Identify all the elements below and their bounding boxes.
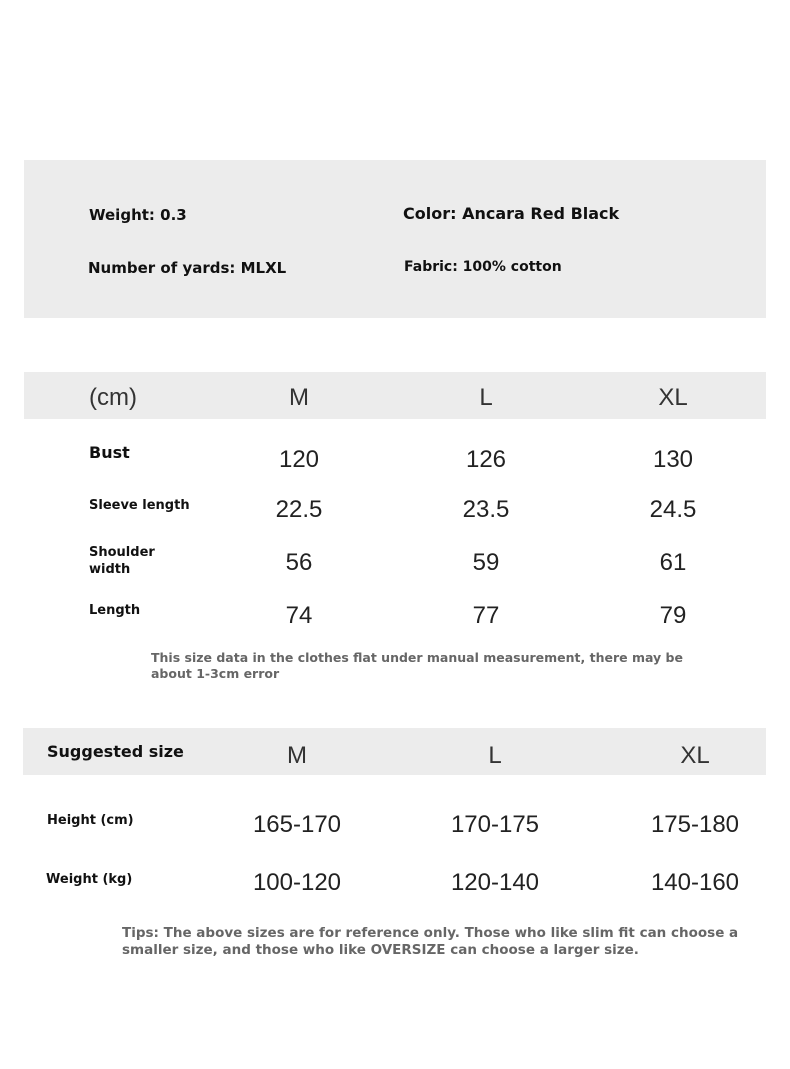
row-label-shoulder-2: width: [89, 562, 131, 577]
table-cell: 165-170: [252, 811, 342, 838]
table-cell: 56: [285, 549, 313, 576]
suggested-size-header: Suggested size: [47, 742, 184, 761]
table-cell: 77: [472, 602, 500, 629]
table-cell: 79: [659, 602, 687, 629]
size-header-m: M: [289, 384, 309, 411]
row-label-shoulder-1: Shoulder: [89, 545, 155, 560]
size-note-line2: about 1-3cm error: [151, 666, 280, 681]
size-header-l: L: [479, 384, 493, 411]
table-cell: 130: [652, 446, 694, 473]
weight-info: Weight: 0.3: [89, 206, 187, 224]
table-cell: 120-140: [450, 869, 540, 896]
info-panel: [24, 160, 766, 318]
size-header-xl: XL: [658, 384, 688, 411]
unit-header: (cm): [89, 384, 137, 411]
row-label-length: Length: [89, 603, 141, 618]
table-cell: 74: [285, 602, 313, 629]
table-cell: 59: [472, 549, 500, 576]
table-cell: 61: [659, 549, 687, 576]
color-info: Color: Ancara Red Black: [403, 204, 620, 223]
table-cell: 120: [278, 446, 320, 473]
table-cell: 24.5: [649, 496, 697, 523]
table-cell: 126: [465, 446, 507, 473]
row-label-bust: Bust: [89, 443, 130, 462]
fabric-info: Fabric: 100% cotton: [404, 259, 562, 275]
row-label-sleeve: Sleeve length: [89, 498, 190, 513]
table-cell: 170-175: [450, 811, 540, 838]
table-cell: 100-120: [252, 869, 342, 896]
row-label-height: Height (cm): [47, 813, 134, 828]
suggest-header-m: M: [287, 742, 307, 769]
table-cell: 140-160: [650, 869, 740, 896]
tips-line2: smaller size, and those who like OVERSIZE can choose a larger size.: [122, 942, 639, 958]
yards-info: Number of yards: MLXL: [88, 259, 287, 277]
table-cell: 22.5: [275, 496, 323, 523]
table-cell: 23.5: [462, 496, 510, 523]
size-note-line1: This size data in the clothes flat under manual measurement, there may be: [151, 650, 683, 665]
suggest-header-xl: XL: [680, 742, 710, 769]
table-cell: 175-180: [650, 811, 740, 838]
row-label-weight: Weight (kg): [46, 872, 133, 887]
suggest-header-l: L: [488, 742, 502, 769]
tips-line1: Tips: The above sizes are for reference only. Those who like slim fit can choose a: [122, 925, 739, 941]
